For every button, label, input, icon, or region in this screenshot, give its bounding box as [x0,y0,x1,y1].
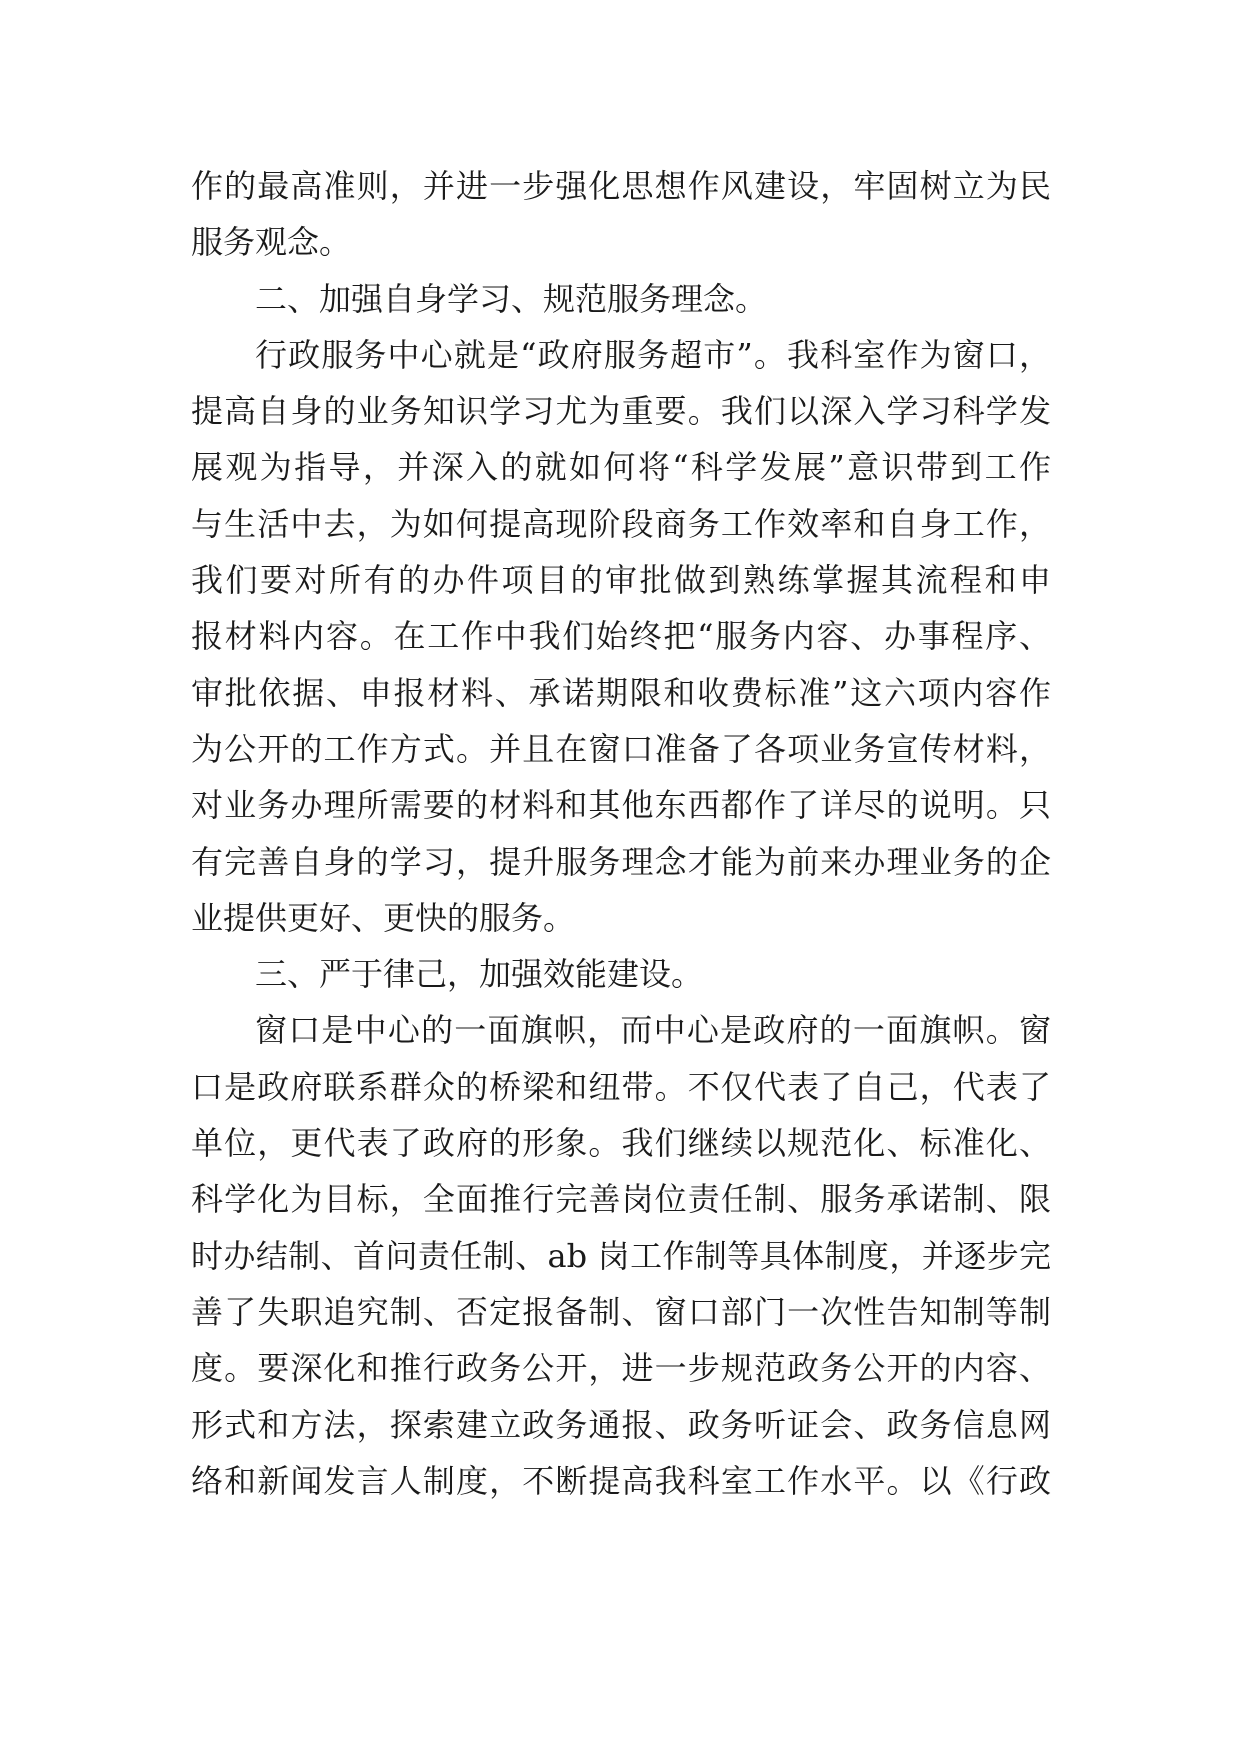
text-line: 展观为指导，并深入的就如何将“科学发展”意识带到工作 [191,448,1051,487]
paragraph-first-line: 二、加强自身学习、规范服务理念。 [255,279,768,318]
text-line: 服务观念。 [191,223,352,262]
text-line: 有完善自身的学习，提升服务理念才能为前来办理业务的企 [191,842,1051,881]
text-line: 提高自身的业务知识学习尤为重要。我们以深入学习科学发 [191,392,1051,431]
text-line: 报材料内容。在工作中我们始终把“服务内容、办事程序、 [191,617,1051,656]
text-line: 口是政府联系群众的桥梁和纽带。不仅代表了自己，代表了 [191,1067,1051,1106]
text-line: 时办结制、首问责任制、ab 岗工作制等具体制度，并逐步完 [191,1236,1051,1275]
text-line: 与生活中去，为如何提高现阶段商务工作效率和自身工作， [191,504,1051,543]
body-text [191,158,1051,1509]
text-line: 业提供更好、更快的服务。 [191,898,576,937]
text-line: 我们要对所有的办件项目的审批做到熟练掌握其流程和申 [191,561,1051,600]
text-line: 度。要深化和推行政务公开，进一步规范政务公开的内容、 [191,1349,1051,1388]
text-line: 为公开的工作方式。并且在窗口准备了各项业务宣传材料， [191,729,1051,768]
text-line: 作的最高准则，并进一步强化思想作风建设，牢固树立为民 [191,167,1051,205]
paragraph-first-line: 窗口是中心的一面旗帜，而中心是政府的一面旗帜。窗 [255,1011,1051,1050]
text-line: 络和新闻发言人制度，不断提高我科室工作水平。以《行政 [191,1461,1051,1500]
text-line: 对业务办理所需要的材料和其他东西都作了详尽的说明。只 [191,786,1051,825]
text-line: 形式和方法，探索建立政务通报、政务听证会、政务信息网 [191,1405,1051,1444]
text-line: 审批依据、申报材料、承诺期限和收费标准”这六项内容作 [191,673,1051,712]
text-line: 单位，更代表了政府的形象。我们继续以规范化、标准化、 [191,1124,1051,1163]
paragraph-first-line: 三、严于律己，加强效能建设。 [255,955,704,994]
paragraph-first-line: 行政服务中心就是“政府服务超市”。我科室作为窗口， [255,335,1051,374]
text-line: 科学化为目标，全面推行完善岗位责任制、服务承诺制、限 [191,1180,1051,1219]
text-line: 善了失职追究制、否定报备制、窗口部门一次性告知制等制 [191,1292,1051,1331]
